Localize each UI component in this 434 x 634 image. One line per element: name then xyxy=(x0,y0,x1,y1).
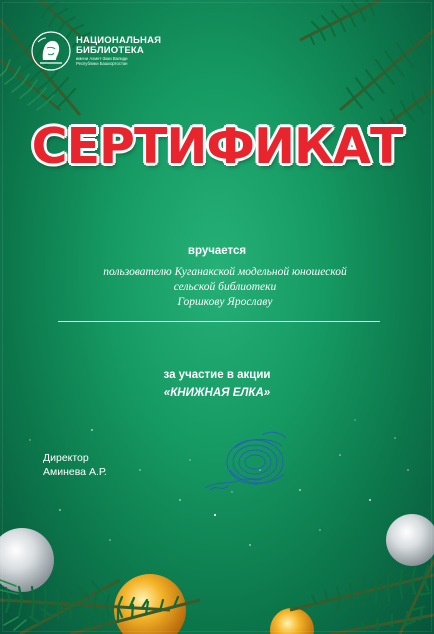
silver-ornament-right xyxy=(386,514,434,566)
awarded-label: вручается xyxy=(187,245,247,257)
library-emblem-icon xyxy=(30,30,72,72)
director-title: Директор xyxy=(43,452,89,464)
participation-label: за участие в акции xyxy=(163,369,271,381)
recipient-line-2: сельской библиотеки xyxy=(173,281,277,293)
gold-ornament-right xyxy=(270,608,314,634)
logo-subtitle-line2: Республики Башкортостан xyxy=(76,61,128,66)
divider-line xyxy=(58,321,380,322)
certificate-title: СЕРТИФИКАТ xyxy=(31,118,403,175)
recipient-line-1: пользователю Куганакской модельной юношеской xyxy=(103,266,347,278)
signature-stamp-icon xyxy=(200,430,300,500)
logo-title-line1: НАЦИОНАЛЬНАЯ xyxy=(76,35,162,46)
logo-subtitle-line1: имени Ахмет-Заки Валиди xyxy=(76,56,128,61)
recipient-name: Горшкову Ярославу xyxy=(177,296,273,308)
logo-title-line2: БИБЛИОТЕКА xyxy=(76,45,144,56)
director-name: Аминева А.Р. xyxy=(43,466,107,478)
library-logo xyxy=(30,30,161,72)
recipient-block xyxy=(40,265,410,310)
campaign-name: «КНИЖНАЯ ЕЛКА» xyxy=(163,387,271,399)
